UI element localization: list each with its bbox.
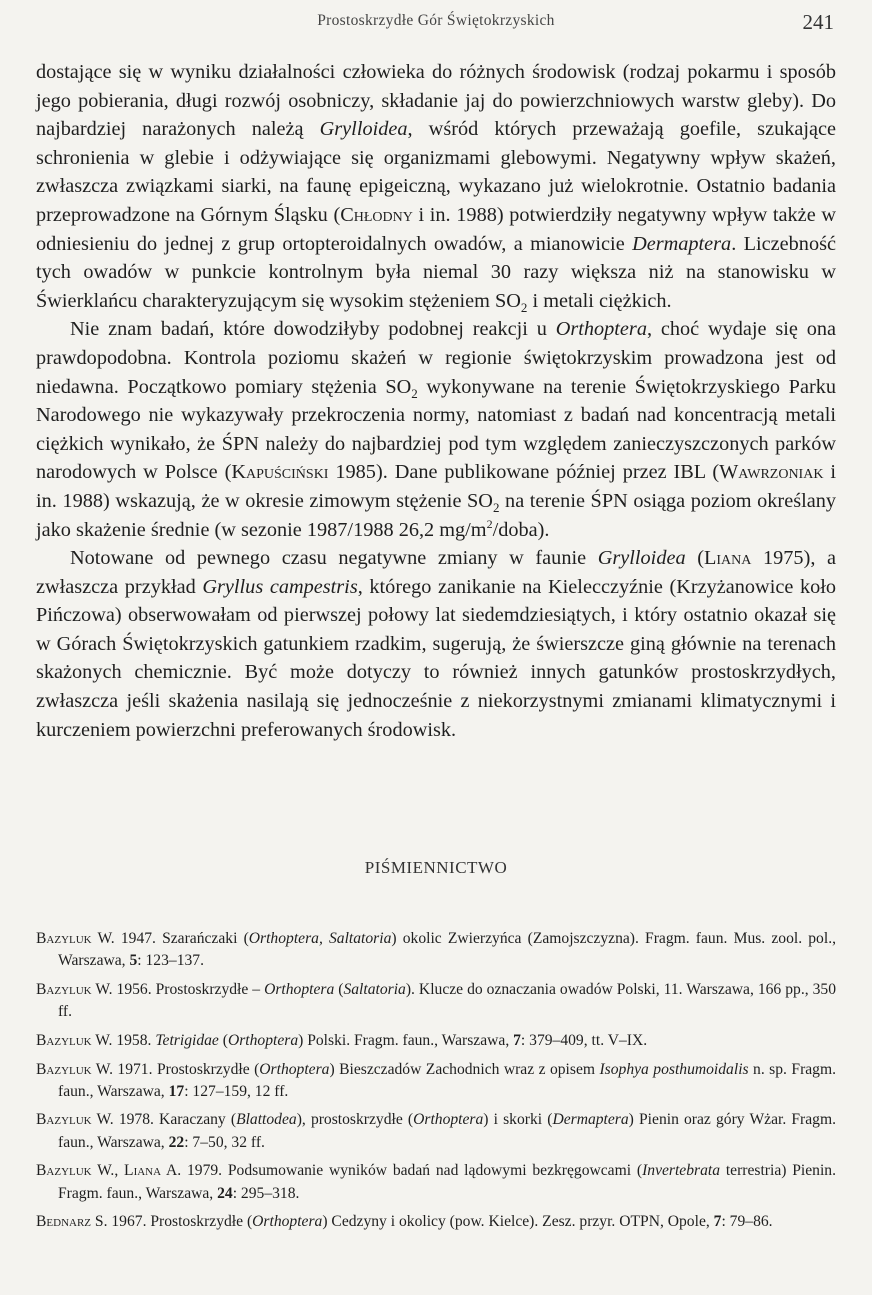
taxon-name: Tetrigidae — [155, 1031, 219, 1049]
text-run: A. 1979. Podsumowanie wyników badań nad lądowymi bezkręgowcami ( — [161, 1162, 643, 1180]
taxon-name: Invertebrata — [642, 1162, 721, 1180]
body-text — [36, 58, 836, 744]
taxon-name: Orthoptera — [413, 1111, 484, 1129]
text-run: S. 1967. Prostoskrzydłe ( — [91, 1213, 253, 1231]
bibliography-list — [36, 928, 836, 1240]
taxon-name: Orthoptera — [259, 1060, 330, 1078]
taxon-name: Orthoptera — [227, 1031, 299, 1049]
page-number: 241 — [802, 10, 834, 34]
text-run: W. 1947. Szarańczaki ( — [91, 930, 249, 947]
ref-author: Bazyluk — [36, 1111, 92, 1129]
reference-item — [36, 1030, 836, 1052]
text-run: : 127–159, 12 ff. — [184, 1082, 289, 1100]
taxon-name: Dermaptera — [632, 232, 732, 255]
ref-author: Bazyluk — [36, 980, 92, 998]
ref-author: Bazyluk — [36, 1060, 92, 1078]
author-citation: Kapuściński — [231, 461, 329, 484]
text-run: ) Cedzyny i okolicy (pow. Kielce). Zesz. przyr. OTPN, Opole, — [322, 1213, 714, 1231]
ref-volume: 22 — [168, 1133, 185, 1151]
text-run: 1985). Dane publikowane później przez IBL ( — [328, 461, 720, 484]
text-run: W. 1958. — [91, 1031, 156, 1049]
text-run: terrestria) Pienin. Fragm. faun., Warszawa, — [58, 1162, 836, 1202]
text-run: /doba). — [492, 518, 550, 541]
text-run: : 295–318. — [232, 1184, 300, 1202]
text-run: 1975), a zwłaszcza przykład — [36, 547, 837, 598]
ref-author: Bazyluk — [36, 1162, 92, 1180]
ref-author: Liana — [124, 1162, 162, 1180]
text-run: , choć wydaje się ona prawdopodobna. Kontrola poziomu skażeń w regionie świętokrzyskim prowadzona jest od niedawna. Początkowo pomiary stężenia SO — [36, 318, 836, 398]
text-run: ) Pienin oraz góry Wżar. Fragm. faun., Warszawa, — [58, 1111, 836, 1151]
author-citation: Wawrzoniak — [719, 461, 824, 484]
taxon-name: Isophya posthumoidalis — [599, 1060, 749, 1078]
taxon-name: Orthoptera — [264, 980, 335, 998]
text-run: ) Bieszczadów Zachodnich wraz z opisem — [329, 1060, 600, 1078]
taxon-name: Blattodea — [236, 1111, 297, 1129]
ref-volume: 5 — [129, 952, 138, 970]
bibliography-heading: PIŚMIENNICTWO — [364, 858, 508, 877]
taxon-name: Orthoptera, Saltatoria — [248, 930, 392, 947]
taxon-name: Grylloidea — [319, 118, 408, 141]
text-run: i in. 1988) wskazują, że w okresie zimowym stężenie SO — [36, 461, 836, 512]
ref-author: Bazyluk — [36, 1031, 92, 1049]
taxon-name: Saltatoria — [343, 980, 406, 998]
text-run: ). Klucze do oznaczania owadów Polski, 11. Warszawa, 166 pp., 350 ff. — [58, 980, 837, 1021]
paragraph-2 — [36, 315, 836, 544]
paragraph-1 — [36, 58, 836, 315]
ref-volume: 17 — [168, 1082, 185, 1100]
text-run: ) okolic Zwierzyńca (Zamojszczyzna). Fragm. faun. Mus. zool. pol., Warszawa, — [58, 930, 836, 970]
superscript: 2 — [486, 516, 493, 531]
subscript: 2 — [492, 499, 500, 515]
subscript: 2 — [411, 385, 418, 401]
reference-item — [36, 1059, 836, 1103]
text-run: W. 1956. Prostoskrzydłe – — [91, 980, 265, 998]
text-run: , wśród których przeważają goefile, szukające schronienia w glebie i odżywiające się organizmami glebowymi. Negatywny wpływ skażeń, zwłaszcza związkami siarki, na faunę epigeiczną, wykazano już wielokrotnie. Ostatnio badania przeprowadzone na Górnym Śląsku ( — [36, 118, 836, 226]
text-run: Notowane od pewnego czasu negatywne zmiany w faunie — [70, 547, 598, 570]
text-run: ) Polski. Fragm. faun., Warszawa, — [298, 1031, 514, 1049]
taxon-name: Dermaptera — [552, 1111, 629, 1129]
text-run: : 79–86. — [721, 1213, 773, 1231]
paragraph-3 — [36, 544, 836, 744]
text-run: i in. 1988) potwierdziły negatywny wpływ także w odniesieniu do jednej z grup ortopteroidalnych owadów, a mianowicie — [36, 203, 836, 255]
text-run: W. 1971. Prostoskrzydłe ( — [91, 1060, 260, 1078]
text-run: ) i skorki ( — [483, 1111, 553, 1129]
author-citation: Liana — [704, 547, 752, 570]
reference-item — [36, 979, 836, 1023]
text-run: ), prostoskrzydłe ( — [296, 1111, 414, 1129]
text-run: : 7–50, 32 ff. — [184, 1133, 265, 1151]
text-run: ( — [685, 547, 704, 570]
taxon-name: Gryllus campestris — [202, 575, 358, 598]
page-header — [36, 10, 836, 40]
text-run: dostające się w wyniku działalności człowieka do różnych środowisk (rodzaj pokarmu i sposób jego pobierania, długi rozwój osobniczy, składanie jaj do powierzchniowych warstw gleby). Do najbardziej narażonych należą — [36, 61, 836, 141]
author-citation: Chłodny — [340, 203, 413, 226]
running-title: Prostoskrzydłe Gór Świętokrzyskich — [317, 12, 555, 29]
reference-item — [36, 1160, 836, 1204]
text-run: ( — [334, 980, 344, 998]
text-run: . Liczebność tych owadów w punkcie kontrolnym była niemal 30 razy większa niż na stanowisku w Świerklańcu charakteryzującym się wysokim stężeniem SO — [36, 232, 836, 312]
reference-item — [36, 1109, 836, 1153]
taxon-name: Orthoptera — [252, 1213, 323, 1231]
ref-volume: 7 — [513, 1031, 521, 1049]
text-run: : 379–409, tt. V–IX. — [520, 1031, 648, 1049]
text-run: ( — [218, 1031, 228, 1049]
text-run: W., — [91, 1162, 125, 1180]
text-run: , którego zanikanie na Kielecczyźnie (Krzyżanowice koło Pińczowa) obserwowałam od pierwszej połowy lat siedemdziesiątych, i który ostatnio okazał się w Górach Świętokrzyskich gatunkiem rzadkim, sugerują, że świerszcze giną głównie na terenach skażonych chemicznie. Być może dotyczy to również innych gatunków prostoskrzydłych, zwłaszcza jeśli skażenia nasilają się jednocześnie z niekorzystnymi zmianami klimatycznymi i kurczeniem powierzchni preferowanych środowisk. — [36, 575, 837, 741]
taxon-name: Orthoptera — [555, 318, 647, 341]
ref-author: Bednarz — [36, 1213, 92, 1231]
text-run: wykonywane na terenie Świętokrzyskiego Parku Narodowego nie wykazywały przekroczenia normy, natomiast z badań nad koncentracją metali ciężkich wynikało, że ŚPN należy do najbardziej pod tym względem zanieczyszczonych parków narodowych w Polsce ( — [36, 375, 836, 484]
reference-item — [36, 928, 836, 972]
text-run: Nie znam badań, które dowodziłyby podobnej reakcji u — [70, 318, 556, 341]
text-run: : 123–137. — [137, 952, 204, 970]
taxon-name: Grylloidea — [597, 547, 686, 570]
text-run: n. sp. Fragm. faun., Warszawa, — [58, 1060, 837, 1100]
text-run: i metali ciężkich. — [527, 289, 672, 312]
subscript: 2 — [520, 299, 528, 315]
reference-item — [36, 1211, 836, 1233]
ref-author: Bazyluk — [36, 930, 92, 947]
text-run: W. 1978. Karaczany ( — [91, 1111, 237, 1129]
ref-volume: 24 — [217, 1184, 233, 1202]
ref-volume: 7 — [713, 1213, 722, 1231]
text-run: na terenie ŚPN osiąga poziom określany jako skażenie średnie (w sezonie 1987/1988 26,2 mg/m — [36, 489, 837, 541]
